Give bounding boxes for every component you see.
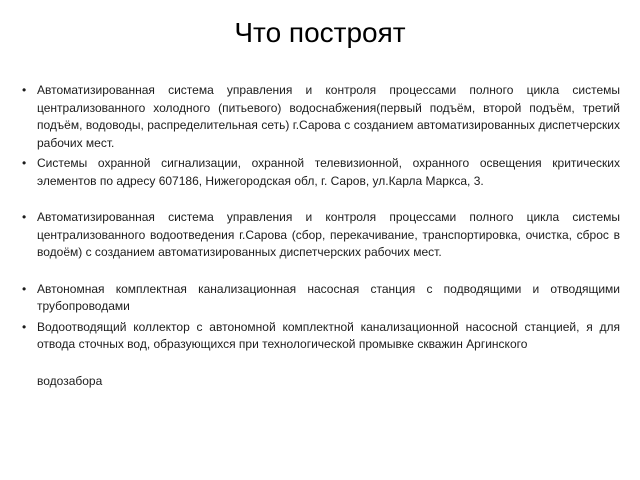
bullet-item (20, 319, 620, 354)
slide-title: Что построят (234, 17, 406, 48)
bullet-text: Автоматизированная система управления и контроля процессами полного цикла системы централизованного водоотведения г.Сарова (сбор, перекачивание, транспортировка, очистка, сброс в водоём) с созданием автоматизированных диспетчерских рабочих мест. (37, 210, 620, 259)
bullet-text: Системы охранной сигнализации, охранной телевизионной, охранного освещения критических элементов по адресу 607186, Нижегородская обл, г. Саров, ул.Карла Маркса, 3. (37, 156, 620, 188)
bullet-item (20, 82, 620, 152)
bullet-marker: • (22, 319, 27, 334)
bullet-text: Водоотводящий коллектор с автономной комплектной канализационной насосной станцией, я для отвода сточных вод, образующихся при технологической промывке скважин Аргинского (37, 319, 620, 351)
bullet-marker: • (22, 156, 27, 170)
bullet-item (20, 209, 620, 262)
continuation-text: водозабора (37, 373, 103, 388)
bullet-item (20, 281, 620, 316)
continuation-item (20, 373, 620, 391)
bullet-item (20, 155, 620, 190)
bullet-text: Автономная комплектная канализационная насосная станция с подводящими и отводящими трубопроводами (37, 281, 620, 313)
bullet-marker: • (22, 83, 27, 97)
bullet-marker: • (22, 281, 27, 296)
bullet-list (20, 82, 620, 393)
bullet-marker: • (22, 210, 27, 224)
bullet-text: Автоматизированная система управления и контроля процессами полного цикла системы централизованного холодного (питьевого) водоснабжения(первый подъём, второй подъём, третий подъём, водоводы, распределительная сеть) г.Сарова с созданием автоматизированных диспетчерских рабочих мест. (37, 83, 620, 150)
